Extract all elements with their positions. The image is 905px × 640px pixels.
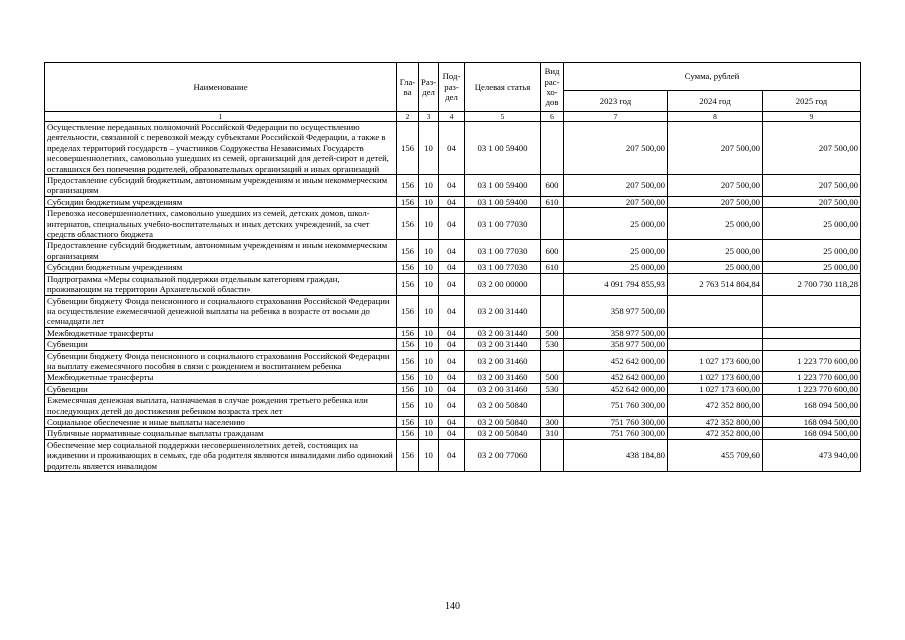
cell-razdel: 10: [419, 372, 439, 383]
cell-sum-2025: 1 223 770 600,00: [763, 350, 861, 372]
header-sum: Сумма, рублей: [564, 63, 861, 91]
cell-target: 03 2 00 50840: [465, 416, 541, 427]
cell-glava: 156: [397, 350, 419, 372]
cell-sum-2025: 25 000,00: [763, 262, 861, 273]
cell-vid: [541, 350, 564, 372]
column-number: 4: [439, 112, 465, 122]
column-number: 1: [45, 112, 397, 122]
cell-sum-2025: 2 700 730 118,28: [763, 273, 861, 295]
cell-sum-2024: 207 500,00: [668, 175, 763, 197]
cell-glava: 156: [397, 439, 419, 471]
cell-podrazdel: 04: [439, 208, 465, 240]
cell-razdel: 10: [419, 428, 439, 439]
cell-target: 03 1 00 59400: [465, 196, 541, 207]
header-year-2024: 2024 год: [668, 91, 763, 112]
cell-razdel: 10: [419, 196, 439, 207]
table-row: [45, 196, 861, 207]
cell-target: 03 2 00 00000: [465, 273, 541, 295]
cell-vid: 610: [541, 196, 564, 207]
cell-name: Предоставление субсидий бюджетным, автономным учреждениям и иным некоммерческим организациям: [45, 240, 397, 262]
cell-glava: 156: [397, 262, 419, 273]
cell-name: Публичные нормативные социальные выплаты гражданам: [45, 428, 397, 439]
cell-razdel: 10: [419, 439, 439, 471]
header-year-2023: 2023 год: [564, 91, 668, 112]
cell-razdel: 10: [419, 339, 439, 350]
cell-podrazdel: 04: [439, 339, 465, 350]
cell-vid: [541, 273, 564, 295]
cell-sum-2025: 207 500,00: [763, 175, 861, 197]
cell-podrazdel: 04: [439, 273, 465, 295]
cell-name: Перевозка несовершеннолетних, самовольно ушедших из семей, детских домов, школ-интернатов, специальных учебно-воспитательных и иных детских учреждений, за счет средств областного бюджета: [45, 208, 397, 240]
table-row: [45, 372, 861, 383]
cell-target: 03 1 00 77030: [465, 240, 541, 262]
cell-sum-2023: 25 000,00: [564, 208, 668, 240]
table-row: [45, 262, 861, 273]
cell-podrazdel: 04: [439, 295, 465, 327]
cell-sum-2023: 25 000,00: [564, 262, 668, 273]
cell-target: 03 2 00 77060: [465, 439, 541, 471]
cell-name: Ежемесячная денежная выплата, назначаемая в случае рождения третьего ребенка или последующих детей до достижения ребенком возраста трех лет: [45, 395, 397, 417]
cell-razdel: 10: [419, 262, 439, 273]
cell-glava: 156: [397, 339, 419, 350]
cell-glava: 156: [397, 240, 419, 262]
cell-sum-2023: 452 642 000,00: [564, 383, 668, 394]
cell-sum-2025: [763, 327, 861, 338]
cell-sum-2023: 4 091 794 855,93: [564, 273, 668, 295]
cell-razdel: 10: [419, 383, 439, 394]
cell-name: Предоставление субсидий бюджетным, автономным учреждениям и иным некоммерческим организациям: [45, 175, 397, 197]
cell-sum-2025: 1 223 770 600,00: [763, 372, 861, 383]
cell-sum-2024: 2 763 514 804,84: [668, 273, 763, 295]
column-number: 8: [668, 112, 763, 122]
cell-sum-2024: 25 000,00: [668, 262, 763, 273]
cell-sum-2023: 751 760 300,00: [564, 416, 668, 427]
cell-sum-2025: 207 500,00: [763, 122, 861, 175]
cell-vid: [541, 439, 564, 471]
cell-sum-2025: 25 000,00: [763, 208, 861, 240]
cell-target: 03 2 00 31460: [465, 372, 541, 383]
cell-vid: 500: [541, 372, 564, 383]
cell-glava: 156: [397, 383, 419, 394]
table-row: [45, 428, 861, 439]
cell-sum-2023: 751 760 300,00: [564, 428, 668, 439]
cell-name: Субсидии бюджетным учреждениям: [45, 196, 397, 207]
cell-name: Межбюджетные трансферты: [45, 327, 397, 338]
table-row: [45, 122, 861, 175]
cell-razdel: 10: [419, 295, 439, 327]
cell-name: Осуществление переданных полномочий Российской Федерации по осуществлению деятельности, связанной с перевозкой между субъектами Российской Федерации, а также в пределах территорий государств – участников Содружества Независимых Государств несовершеннолетних, самовольно ушедших из семей, организаций для детей-сирот и детей, оставшихся без попечения родителей, образовательных организаций и иных организаций: [45, 122, 397, 175]
cell-sum-2024: 207 500,00: [668, 196, 763, 207]
cell-sum-2025: [763, 295, 861, 327]
cell-sum-2025: 168 094 500,00: [763, 416, 861, 427]
cell-razdel: 10: [419, 122, 439, 175]
column-number: 2: [397, 112, 419, 122]
cell-name: Субвенции: [45, 339, 397, 350]
cell-vid: 530: [541, 339, 564, 350]
cell-vid: 600: [541, 175, 564, 197]
header-vid: Вид рас-хо-дов: [541, 63, 564, 112]
cell-sum-2023: 358 977 500,00: [564, 295, 668, 327]
cell-sum-2025: 168 094 500,00: [763, 428, 861, 439]
column-number: 5: [465, 112, 541, 122]
cell-glava: 156: [397, 273, 419, 295]
cell-name: Субвенции: [45, 383, 397, 394]
table-row: [45, 395, 861, 417]
cell-name: Обеспечение мер социальной поддержки несовершеннолетних детей, состоящих на иждивении и проживающих в семьях, где оба родителя являются инвалидами либо одинокий родитель является инвалидом: [45, 439, 397, 471]
cell-target: 03 1 00 59400: [465, 122, 541, 175]
cell-sum-2024: 1 027 173 600,00: [668, 383, 763, 394]
cell-sum-2024: 472 352 800,00: [668, 416, 763, 427]
cell-name: Подпрограмма «Меры социальной поддержки отдельным категориям граждан, проживающим на территории Архангельской области»: [45, 273, 397, 295]
cell-razdel: 10: [419, 395, 439, 417]
cell-name: Межбюджетные трансферты: [45, 372, 397, 383]
cell-target: 03 2 00 31440: [465, 327, 541, 338]
header-target: Целевая статья: [465, 63, 541, 112]
cell-vid: 610: [541, 262, 564, 273]
table-row: [45, 383, 861, 394]
cell-vid: [541, 122, 564, 175]
cell-razdel: 10: [419, 208, 439, 240]
cell-sum-2023: 358 977 500,00: [564, 339, 668, 350]
table-row: [45, 240, 861, 262]
cell-razdel: 10: [419, 240, 439, 262]
cell-sum-2023: 25 000,00: [564, 240, 668, 262]
cell-target: 03 2 00 31460: [465, 383, 541, 394]
cell-podrazdel: 04: [439, 350, 465, 372]
cell-sum-2023: 207 500,00: [564, 196, 668, 207]
cell-name: Социальное обеспечение и иные выплаты населению: [45, 416, 397, 427]
cell-sum-2024: [668, 339, 763, 350]
cell-sum-2024: 455 709,60: [668, 439, 763, 471]
cell-target: 03 2 00 31440: [465, 295, 541, 327]
table-row: [45, 350, 861, 372]
table-row: [45, 175, 861, 197]
cell-sum-2025: 168 094 500,00: [763, 395, 861, 417]
cell-sum-2024: 25 000,00: [668, 240, 763, 262]
cell-sum-2024: 25 000,00: [668, 208, 763, 240]
cell-vid: 300: [541, 416, 564, 427]
column-number: 6: [541, 112, 564, 122]
cell-target: 03 2 00 50840: [465, 428, 541, 439]
cell-glava: 156: [397, 327, 419, 338]
table-row: [45, 439, 861, 471]
cell-vid: [541, 208, 564, 240]
cell-target: 03 2 00 31460: [465, 350, 541, 372]
cell-glava: 156: [397, 122, 419, 175]
cell-sum-2024: 1 027 173 600,00: [668, 372, 763, 383]
cell-podrazdel: 04: [439, 240, 465, 262]
cell-target: 03 2 00 50840: [465, 395, 541, 417]
cell-sum-2024: [668, 327, 763, 338]
column-number-row: [45, 112, 861, 122]
cell-target: 03 2 00 31440: [465, 339, 541, 350]
cell-sum-2025: [763, 339, 861, 350]
cell-podrazdel: 04: [439, 416, 465, 427]
header-name: Наименование: [45, 63, 397, 112]
cell-vid: 530: [541, 383, 564, 394]
header-year-2025: 2025 год: [763, 91, 861, 112]
cell-podrazdel: 04: [439, 383, 465, 394]
cell-podrazdel: 04: [439, 262, 465, 273]
cell-razdel: 10: [419, 273, 439, 295]
cell-vid: 310: [541, 428, 564, 439]
cell-sum-2025: 207 500,00: [763, 196, 861, 207]
cell-podrazdel: 04: [439, 327, 465, 338]
cell-podrazdel: 04: [439, 428, 465, 439]
cell-razdel: 10: [419, 327, 439, 338]
cell-glava: 156: [397, 196, 419, 207]
cell-target: 03 1 00 77030: [465, 208, 541, 240]
cell-sum-2023: 452 642 000,00: [564, 372, 668, 383]
cell-glava: 156: [397, 395, 419, 417]
cell-glava: 156: [397, 428, 419, 439]
budget-table: [44, 62, 861, 472]
cell-sum-2023: 452 642 000,00: [564, 350, 668, 372]
page-number: 140: [445, 601, 460, 612]
cell-vid: 500: [541, 327, 564, 338]
table-row: [45, 339, 861, 350]
cell-podrazdel: 04: [439, 122, 465, 175]
column-number: 3: [419, 112, 439, 122]
table-row: [45, 273, 861, 295]
cell-sum-2023: 438 184,80: [564, 439, 668, 471]
cell-vid: 600: [541, 240, 564, 262]
cell-name: Субвенции бюджету Фонда пенсионного и социального страхования Российской Федерации на выплату ежемесячного пособия в связи с рождением и воспитанием ребенка: [45, 350, 397, 372]
cell-sum-2025: 473 940,00: [763, 439, 861, 471]
cell-podrazdel: 04: [439, 439, 465, 471]
cell-target: 03 1 00 59400: [465, 175, 541, 197]
cell-name: Субсидии бюджетным учреждениям: [45, 262, 397, 273]
cell-razdel: 10: [419, 175, 439, 197]
cell-sum-2024: 472 352 800,00: [668, 428, 763, 439]
header-podrazdel: Под-раз-дел: [439, 63, 465, 112]
table-row: [45, 295, 861, 327]
cell-sum-2023: 207 500,00: [564, 122, 668, 175]
cell-glava: 156: [397, 208, 419, 240]
cell-sum-2024: 1 027 173 600,00: [668, 350, 763, 372]
cell-razdel: 10: [419, 416, 439, 427]
cell-sum-2024: [668, 295, 763, 327]
cell-glava: 156: [397, 295, 419, 327]
cell-target: 03 1 00 77030: [465, 262, 541, 273]
cell-name: Субвенции бюджету Фонда пенсионного и социального страхования Российской Федерации на осуществление ежемесячной денежной выплаты на ребенка в возрасте от восьми до семнадцати лет: [45, 295, 397, 327]
column-number: 9: [763, 112, 861, 122]
header-glava: Гла-ва: [397, 63, 419, 112]
cell-sum-2025: 1 223 770 600,00: [763, 383, 861, 394]
cell-podrazdel: 04: [439, 175, 465, 197]
column-number: 7: [564, 112, 668, 122]
cell-sum-2023: 207 500,00: [564, 175, 668, 197]
cell-sum-2025: 25 000,00: [763, 240, 861, 262]
table-row: [45, 208, 861, 240]
cell-vid: [541, 295, 564, 327]
table-body: [45, 122, 861, 472]
cell-podrazdel: 04: [439, 372, 465, 383]
table-row: [45, 416, 861, 427]
cell-glava: 156: [397, 372, 419, 383]
header-razdel: Раз-дел: [419, 63, 439, 112]
cell-podrazdel: 04: [439, 196, 465, 207]
cell-vid: [541, 395, 564, 417]
cell-sum-2024: 472 352 800,00: [668, 395, 763, 417]
cell-sum-2023: 358 977 500,00: [564, 327, 668, 338]
cell-razdel: 10: [419, 350, 439, 372]
cell-glava: 156: [397, 175, 419, 197]
table-header-row: [45, 63, 861, 91]
cell-podrazdel: 04: [439, 395, 465, 417]
cell-sum-2024: 207 500,00: [668, 122, 763, 175]
table-row: [45, 327, 861, 338]
cell-glava: 156: [397, 416, 419, 427]
cell-sum-2023: 751 760 300,00: [564, 395, 668, 417]
